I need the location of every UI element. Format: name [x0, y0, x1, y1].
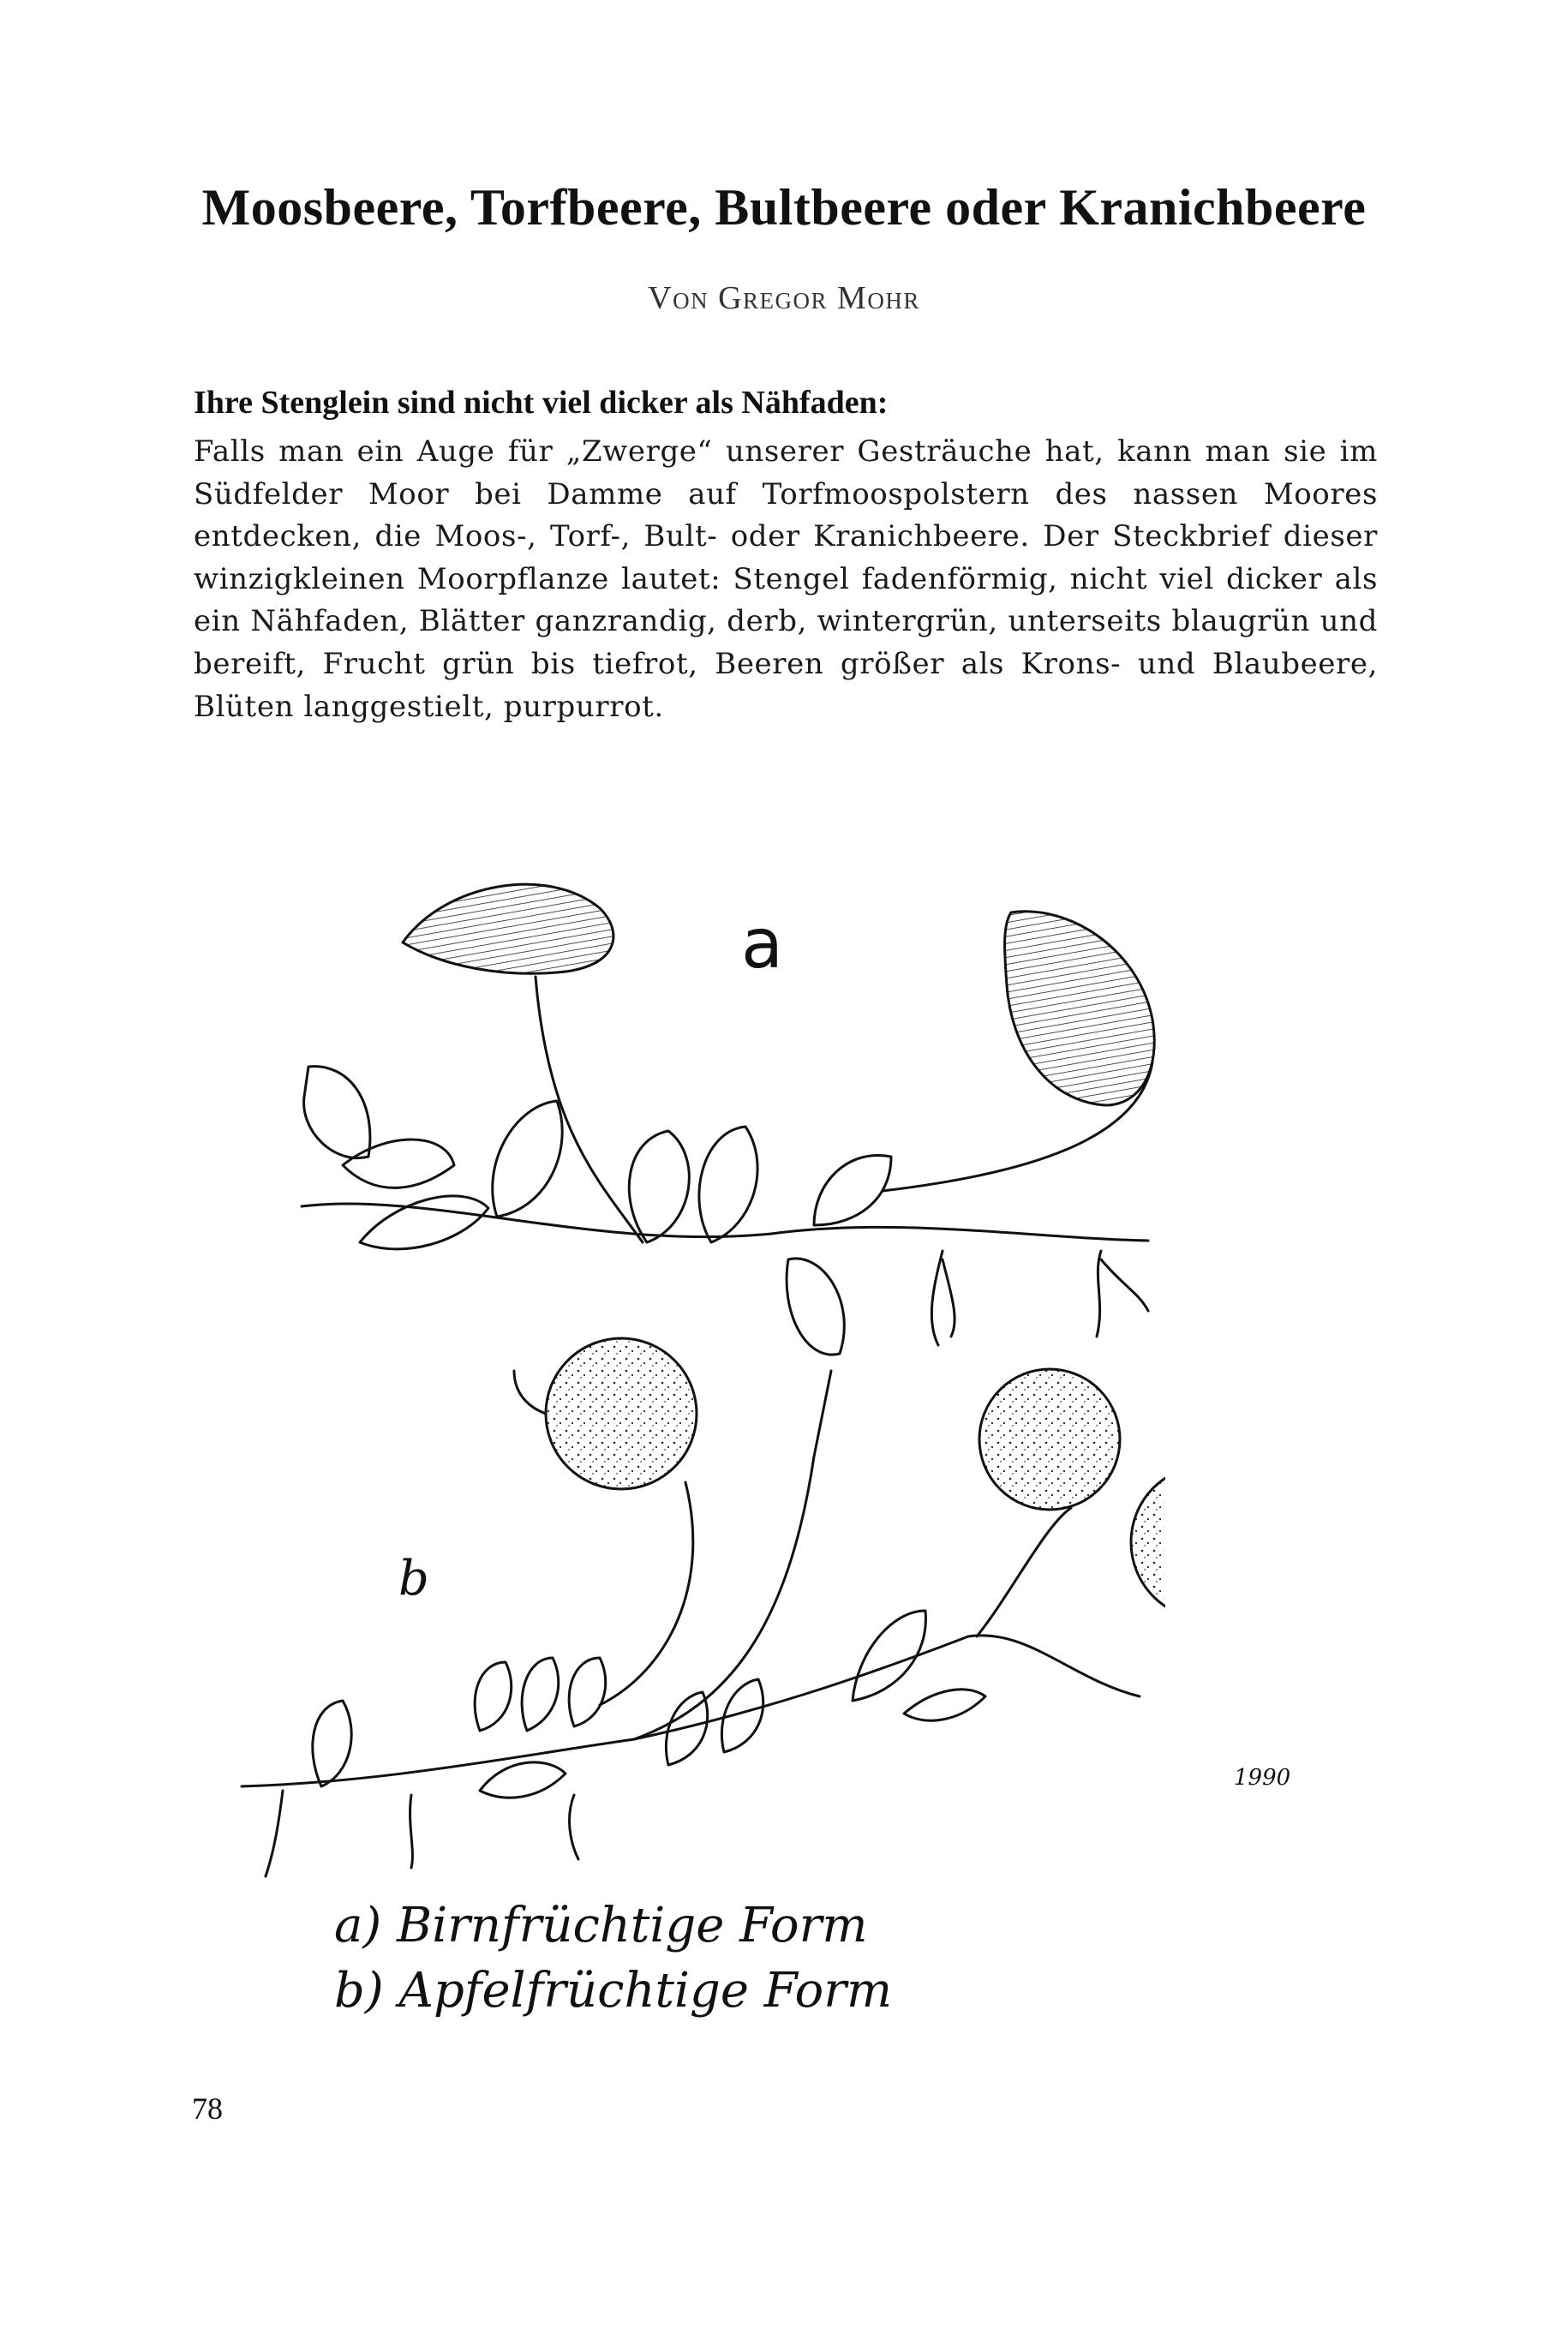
- leaf-b1: [313, 1701, 351, 1786]
- page-number: 78: [192, 2091, 223, 2126]
- leaf-a7: [814, 1155, 891, 1225]
- article-title: Moosbeere, Torfbeere, Bultbeere oder Kranichbeere: [201, 179, 1367, 236]
- leaf-b3: [475, 1662, 512, 1731]
- pear-berry-left: [403, 884, 613, 973]
- apple-berry-2: [979, 1369, 1120, 1510]
- article-author: Von Gregor Mohr: [648, 280, 920, 316]
- figure-legend: [334, 1893, 892, 2024]
- leaf-b2: [480, 1762, 566, 1798]
- leaf-a5: [629, 1131, 689, 1242]
- leaf-a4: [493, 1101, 562, 1217]
- legend-line-b: b) Apfelfrüchtige Form: [334, 1963, 893, 2019]
- leaf-a1: [304, 1067, 370, 1158]
- artist-signature: 1990: [1234, 1765, 1291, 1791]
- legend-line-a: a) Birnfrüchtige Form: [334, 1898, 868, 1953]
- apple-berry-1: [546, 1338, 697, 1489]
- section-subheading: Ihre Stenglein sind nicht viel dicker als Nähfaden:: [194, 385, 889, 421]
- leaf-a6: [699, 1127, 757, 1242]
- pear-berry-right: [1005, 912, 1155, 1105]
- apple-berry-3: [1131, 1465, 1165, 1619]
- leaf-a8: [787, 1259, 844, 1355]
- figure-label-a: a: [741, 904, 784, 984]
- leaf-b4: [522, 1658, 559, 1731]
- leaf-b9: [904, 1690, 985, 1720]
- leaf-a2: [343, 1140, 454, 1187]
- body-paragraph: Falls man ein Auge für „Zwerge“ unserer Gesträuche hat, kann man sie im Südfelder Moor bei Damme auf Torfmoospolstern des nassen Moores entdecken, die Moos-, Torf-, Bult- oder Kranichbeere. Der Steckbrief dieser winzigkleinen Moorpflanze lautet: Stengel fadenförmig, nicht viel dicker als ein Nähfaden, Blätter ganzrandig, derb, wintergrün, unterseits blaugrün und bereift, Frucht grün bis tiefrot, Beeren größer als Krons- und Blaubeere, Blüten langgestielt, purpurrot.: [194, 434, 1378, 724]
- figure-label-b: b: [398, 1551, 429, 1606]
- leaf-b5: [569, 1658, 606, 1726]
